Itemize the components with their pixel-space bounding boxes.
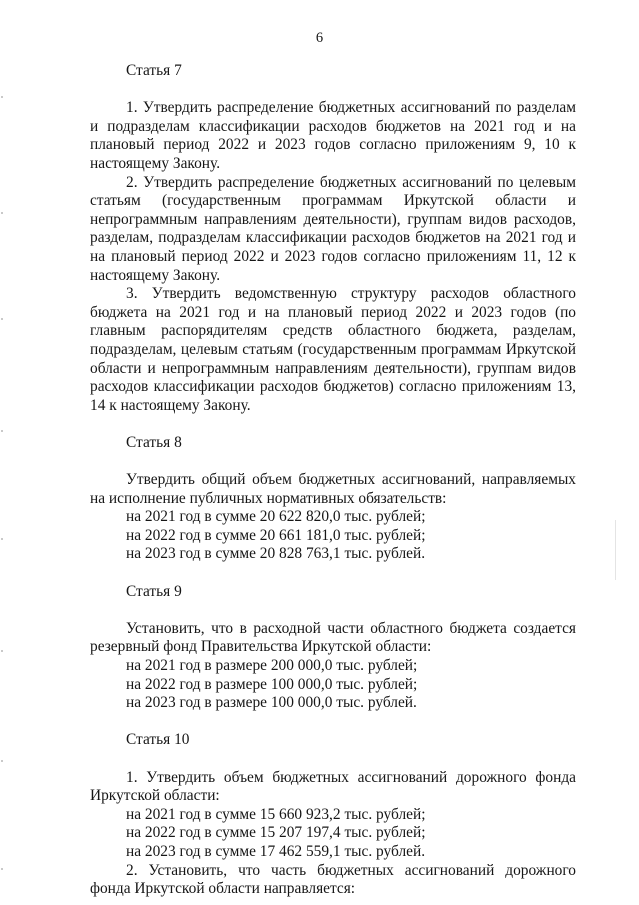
article-7-paragraph-2: 2. Утвердить распределение бюджетных ассигнований по целевым статьям (государственным программам Иркутской области и непрограммным направлениям деятельности), группам видов расходов, разделам, подразделам классификации расходов бюджетов на 2021 год и на плановый период 2022 и 2023 годов согласно приложениям 11, 12 к настоящему Закону.: [90, 173, 576, 284]
article-9-intro: Установить, что в расходной части областного бюджета создается резервный фонд Правительства Иркутской области:: [90, 619, 576, 656]
scan-line: [615, 520, 616, 580]
scan-speck: [1, 760, 3, 762]
scan-speck: [1, 212, 3, 214]
article-10-item-2023: на 2023 год в сумме 17 462 559,1 тыс. рублей.: [126, 842, 426, 860]
page-number: 6: [315, 30, 324, 46]
scan-speck: [1, 430, 3, 432]
article-8-item-2021: на 2021 год в сумме 20 622 820,0 тыс. рублей;: [126, 508, 426, 526]
article-10-item-2021: на 2021 год в сумме 15 660 923,2 тыс. рублей;: [126, 805, 426, 823]
article-8-item-2023: на 2023 год в сумме 20 828 763,1 тыс. рублей.: [126, 545, 426, 563]
article-9-heading: Статья 9: [126, 582, 182, 600]
scan-speck: [1, 868, 3, 870]
article-10-paragraph-1: 1. Утвердить объем бюджетных ассигнований дорожного фонда Иркутской области:: [90, 768, 576, 805]
article-8-intro: Утвердить общий объем бюджетных ассигнований, направляемых на исполнение публичных нормативных обязательств:: [90, 471, 576, 507]
scan-speck: [1, 96, 3, 98]
article-10-heading: Статья 10: [126, 731, 190, 749]
article-9-item-2023: на 2023 год в размере 100 000,0 тыс. рублей.: [126, 694, 417, 712]
document-body: [90, 62, 576, 899]
scan-speck: [1, 538, 3, 540]
article-7-paragraph-1: 1. Утвердить распределение бюджетных ассигнований по разделам и подразделам классификации расходов бюджетов на 2021 год и на плановый период 2022 и 2023 годов согласно приложениям 9, 10 к настоящему Закону.: [90, 99, 576, 172]
article-7-paragraph-3: 3. Утвердить ведомственную структуру расходов областного бюджета на 2021 год и на плановый период 2022 и 2023 годов (по главным распорядителям средств областного бюджета, разделам, подразделам, целевым статьям (государственным программам Иркутской области и непрограммным направлениям деятельности), группам видов расходов классификации расходов бюджетов) согласно приложениям 13, 14 к настоящему Закону.: [90, 285, 576, 414]
article-7-heading: Статья 7: [126, 62, 182, 79]
article-8-item-2022: на 2022 год в сумме 20 661 181,0 тыс. рублей;: [126, 526, 426, 544]
article-10-paragraph-2: 2. Установить, что часть бюджетных ассигнований дорожного фонда Иркутской области направляется:: [90, 861, 576, 898]
scan-speck: [1, 318, 3, 320]
scan-speck: [1, 650, 3, 652]
article-10-item-2022: на 2022 год в сумме 15 207 197,4 тыс. рублей;: [126, 824, 426, 842]
article-8-heading: Статья 8: [126, 433, 182, 451]
article-9-item-2022: на 2022 год в размере 100 000,0 тыс. рублей;: [126, 675, 418, 693]
article-9-item-2021: на 2021 год в размере 200 000,0 тыс. рублей;: [126, 657, 418, 674]
